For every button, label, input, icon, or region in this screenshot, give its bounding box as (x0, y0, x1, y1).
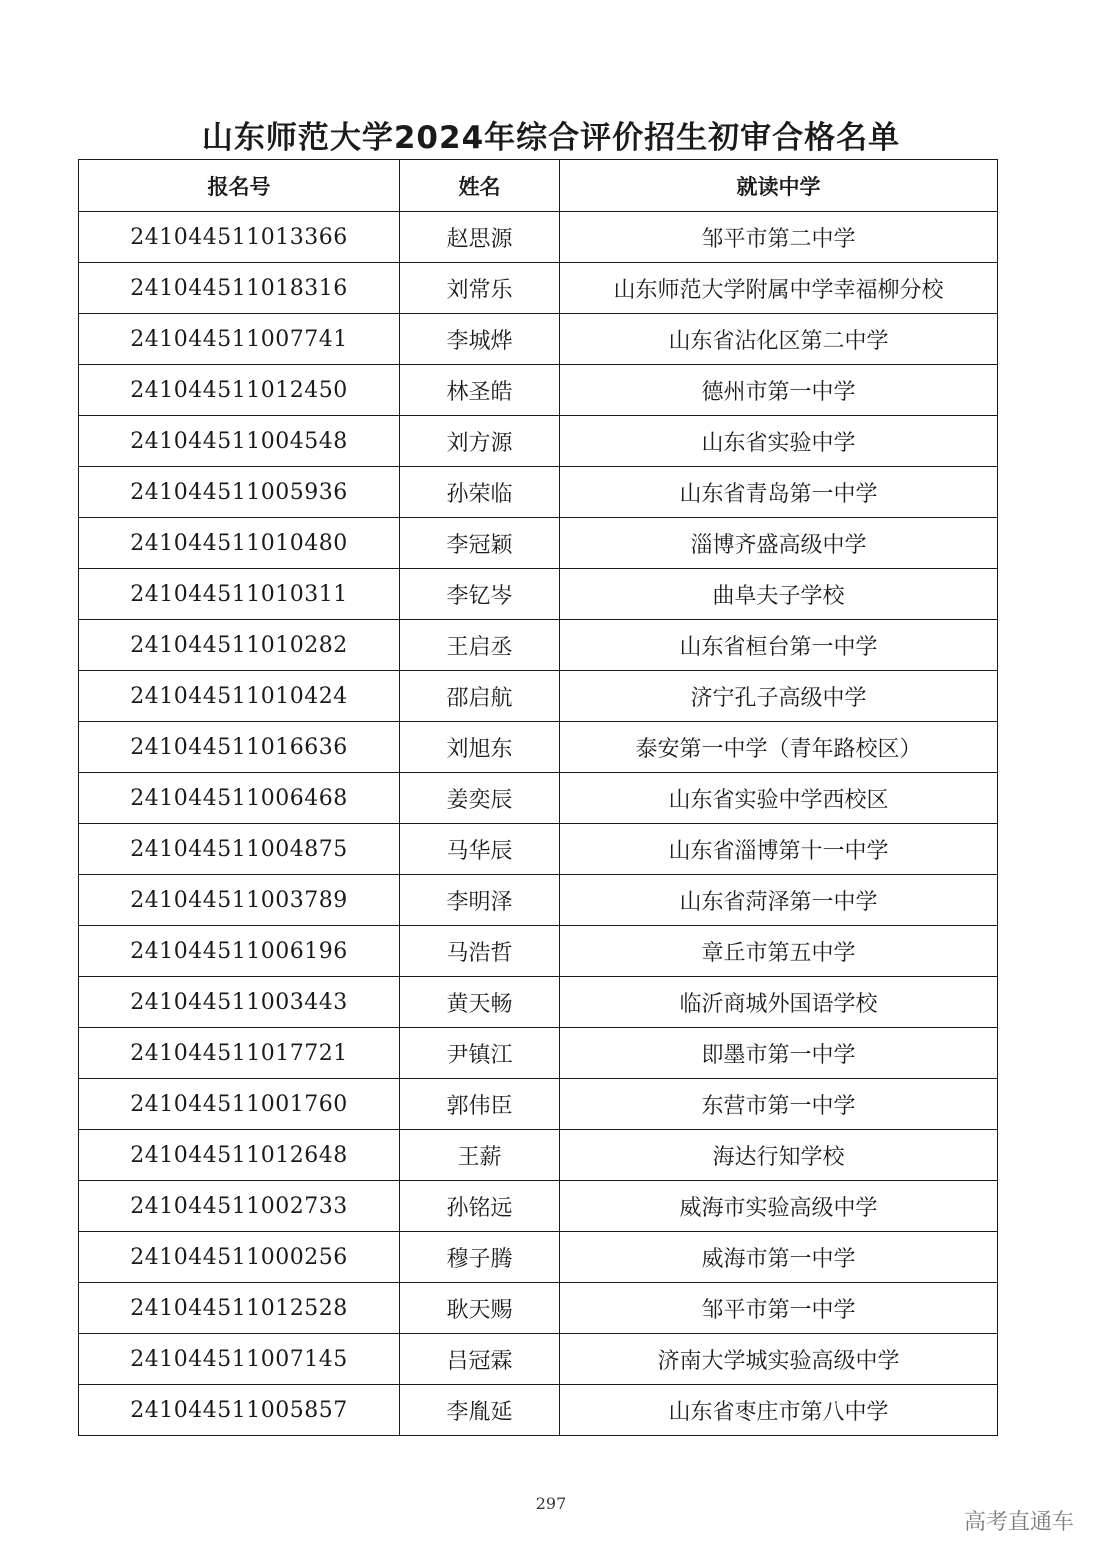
cell-school: 山东省桓台第一中学 (560, 620, 998, 671)
cell-school: 济宁孔子高级中学 (560, 671, 998, 722)
cell-school: 山东省枣庄市第八中学 (560, 1385, 998, 1436)
table-row (79, 263, 998, 314)
cell-registration-number: 241044511018316 (79, 263, 400, 314)
cell-registration-number: 241044511012450 (79, 365, 400, 416)
roster-table (78, 159, 998, 1436)
watermark: 高考直通车 (963, 1510, 1074, 1535)
cell-name: 李城烨 (400, 314, 560, 365)
cell-school: 淄博齐盛高级中学 (560, 518, 998, 569)
cell-school: 济南大学城实验高级中学 (560, 1334, 998, 1385)
cell-registration-number: 241044511010480 (79, 518, 400, 569)
header-name: 姓名 (400, 160, 560, 212)
table-row (79, 671, 998, 722)
cell-registration-number: 241044511006468 (79, 773, 400, 824)
cell-name: 刘方源 (400, 416, 560, 467)
cell-registration-number: 241044511002733 (79, 1181, 400, 1232)
page-number: 297 (535, 1494, 567, 1513)
cell-registration-number: 241044511001760 (79, 1079, 400, 1130)
cell-registration-number: 241044511004548 (79, 416, 400, 467)
table-row (79, 1334, 998, 1385)
cell-name: 尹镇江 (400, 1028, 560, 1079)
cell-registration-number: 241044511013366 (79, 212, 400, 263)
cell-name: 林圣皓 (400, 365, 560, 416)
table-row (79, 977, 998, 1028)
cell-registration-number: 241044511003789 (79, 875, 400, 926)
cell-registration-number: 241044511012648 (79, 1130, 400, 1181)
cell-school: 山东省淄博第十一中学 (560, 824, 998, 875)
table-row (79, 620, 998, 671)
cell-name: 王薪 (400, 1130, 560, 1181)
cell-school: 山东省青岛第一中学 (560, 467, 998, 518)
cell-school: 东营市第一中学 (560, 1079, 998, 1130)
cell-registration-number: 241044511004875 (79, 824, 400, 875)
table-row (79, 314, 998, 365)
cell-registration-number: 241044511016636 (79, 722, 400, 773)
table-header-row (79, 160, 998, 212)
cell-registration-number: 241044511005936 (79, 467, 400, 518)
table-row (79, 875, 998, 926)
cell-name: 穆子腾 (400, 1232, 560, 1283)
cell-name: 赵思源 (400, 212, 560, 263)
header-school: 就读中学 (560, 160, 998, 212)
document-title: 山东师范大学2024年综合评价招生初审合格名单 (201, 120, 901, 156)
table-row (79, 926, 998, 977)
table-row (79, 773, 998, 824)
table-row (79, 1130, 998, 1181)
cell-name: 郭伟臣 (400, 1079, 560, 1130)
table-row (79, 1385, 998, 1436)
cell-registration-number: 241044511017721 (79, 1028, 400, 1079)
cell-name: 黄天畅 (400, 977, 560, 1028)
cell-name: 邵启航 (400, 671, 560, 722)
cell-school: 山东师范大学附属中学幸福柳分校 (560, 263, 998, 314)
cell-name: 刘旭东 (400, 722, 560, 773)
table-row (79, 1079, 998, 1130)
cell-name: 孙铭远 (400, 1181, 560, 1232)
cell-name: 李钇岑 (400, 569, 560, 620)
cell-school: 临沂商城外国语学校 (560, 977, 998, 1028)
cell-name: 刘常乐 (400, 263, 560, 314)
cell-name: 吕冠霖 (400, 1334, 560, 1385)
cell-school: 山东省沾化区第二中学 (560, 314, 998, 365)
table-row (79, 467, 998, 518)
cell-name: 马浩哲 (400, 926, 560, 977)
cell-school: 山东省实验中学西校区 (560, 773, 998, 824)
cell-registration-number: 241044511010424 (79, 671, 400, 722)
table-row (79, 1181, 998, 1232)
table-row (79, 722, 998, 773)
cell-registration-number: 241044511006196 (79, 926, 400, 977)
table-row (79, 824, 998, 875)
cell-registration-number: 241044511007145 (79, 1334, 400, 1385)
cell-school: 邹平市第二中学 (560, 212, 998, 263)
cell-school: 海达行知学校 (560, 1130, 998, 1181)
cell-name: 姜奕辰 (400, 773, 560, 824)
cell-school: 即墨市第一中学 (560, 1028, 998, 1079)
table-row (79, 569, 998, 620)
cell-school: 泰安第一中学（青年路校区） (560, 722, 998, 773)
cell-registration-number: 241044511012528 (79, 1283, 400, 1334)
cell-name: 孙荣临 (400, 467, 560, 518)
cell-name: 李胤延 (400, 1385, 560, 1436)
cell-registration-number: 241044511005857 (79, 1385, 400, 1436)
table-row (79, 416, 998, 467)
cell-school: 德州市第一中学 (560, 365, 998, 416)
cell-registration-number: 241044511010311 (79, 569, 400, 620)
cell-name: 耿天赐 (400, 1283, 560, 1334)
cell-school: 山东省实验中学 (560, 416, 998, 467)
table-row (79, 518, 998, 569)
cell-name: 李冠颖 (400, 518, 560, 569)
table-row (79, 1283, 998, 1334)
cell-school: 威海市第一中学 (560, 1232, 998, 1283)
cell-school: 章丘市第五中学 (560, 926, 998, 977)
header-registration-number: 报名号 (79, 160, 400, 212)
table-row (79, 365, 998, 416)
cell-name: 王启丞 (400, 620, 560, 671)
cell-registration-number: 241044511010282 (79, 620, 400, 671)
table-row (79, 212, 998, 263)
cell-registration-number: 241044511007741 (79, 314, 400, 365)
cell-registration-number: 241044511000256 (79, 1232, 400, 1283)
cell-school: 曲阜夫子学校 (560, 569, 998, 620)
cell-school: 邹平市第一中学 (560, 1283, 998, 1334)
cell-name: 李明泽 (400, 875, 560, 926)
cell-school: 威海市实验高级中学 (560, 1181, 998, 1232)
cell-school: 山东省菏泽第一中学 (560, 875, 998, 926)
cell-name: 马华辰 (400, 824, 560, 875)
table-row (79, 1028, 998, 1079)
cell-registration-number: 241044511003443 (79, 977, 400, 1028)
table-row (79, 1232, 998, 1283)
